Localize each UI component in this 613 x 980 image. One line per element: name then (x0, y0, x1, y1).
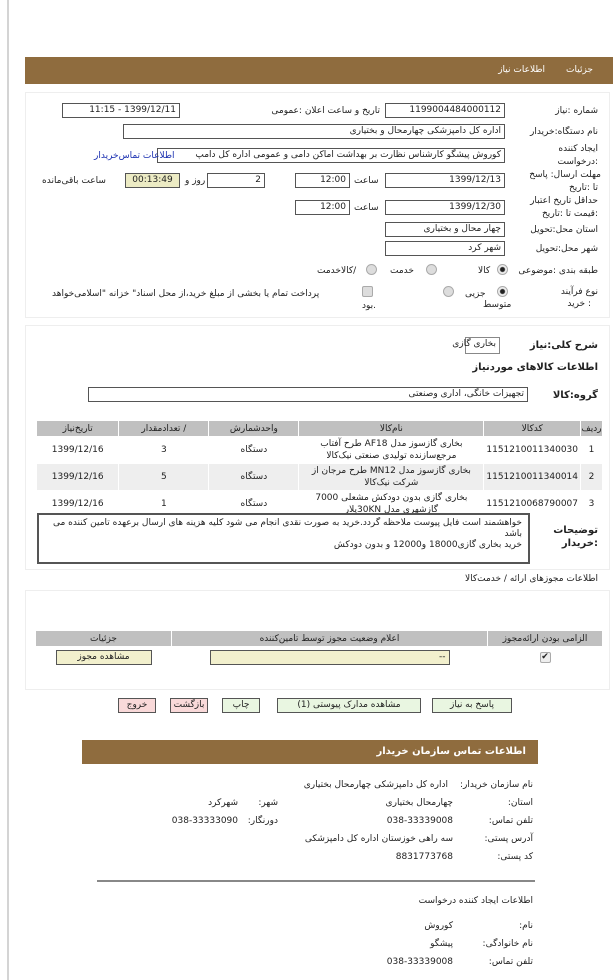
deadline-label-2: تا :تاریخ (568, 183, 598, 193)
creator-family-label: نام خانوادگی: (482, 939, 533, 949)
creator-name-value: کوروش (424, 921, 453, 931)
creator-family-value: پیشگو (430, 939, 453, 949)
creator-phone-label: تلفن تماس: (488, 957, 533, 967)
province-field: چهار محال و بختیاری (385, 222, 505, 237)
cell-date: 1399/12/16 (37, 491, 119, 518)
cell-index: 1 (581, 437, 603, 464)
category-goods-label: کالا (478, 266, 491, 276)
cell-date: 1399/12/16 (37, 464, 119, 491)
cell-code: 1151210011340030 (484, 437, 581, 464)
col-name: نام‌کالا (299, 421, 484, 437)
page-border (7, 0, 9, 980)
col-permit-status: اعلام وضعیت مجوز توسط تامین‌کننده (172, 631, 488, 647)
announce-field: 1399/12/11 - 11:15 (62, 103, 180, 118)
cell-unit: دستگاه (209, 437, 299, 464)
group-field: تجهیزات خانگی، اداری وصنعتی (88, 387, 528, 402)
process-partial-label: جزیی (465, 289, 486, 299)
buyer-org-field: اداره کل دامپزشکی چهارمحال و بختیاری (123, 124, 505, 139)
fax-label: دورنگار: (247, 816, 278, 826)
permit-status-field[interactable]: -- (210, 650, 450, 665)
creator-label: ایجاد کننده (558, 144, 598, 154)
need-number-field: 1199004484000112 (385, 103, 505, 118)
view-permit-button[interactable]: مشاهده مجوز (56, 650, 152, 665)
cell-index: 2 (581, 464, 603, 491)
treasury-text: پرداخت تمام یا بخشی از مبلغ خرید،از محل اسناد" خزانه "اسلامی‌خواهد (52, 289, 320, 299)
table-row (36, 647, 603, 669)
category-goods-radio[interactable] (497, 264, 508, 275)
province-label: استان محل:تحویل (530, 225, 598, 235)
remaining-label: ساعت باقی‌مانده (42, 176, 106, 186)
col-date: تاریخ‌نیاز (37, 421, 119, 437)
validity-date-field: 1399/12/30 (385, 200, 505, 215)
deadline-time-label: ساعت (354, 176, 379, 186)
col-permit-details: جزئیات (36, 631, 172, 647)
announce-label: تاریخ و ساعت اعلان :عمومی (271, 106, 380, 116)
days-label: روز و (185, 176, 206, 186)
items-section-title: اطلاعات کالاهای موردنیاز (472, 362, 598, 373)
col-code: کدکالا (484, 421, 581, 437)
creator-label-2: :درخواست (557, 157, 598, 167)
creator-name-label: نام: (519, 921, 533, 931)
validity-label: حداقل تاریخ اعتبار (530, 196, 598, 206)
phone-value: 038-33339008 (386, 816, 453, 826)
province-label: استان: (507, 798, 533, 808)
cell-qty: 3 (119, 437, 209, 464)
city-value: شهرکرد (208, 798, 238, 808)
notes-label: توضیحات (553, 525, 598, 536)
cell-unit: دستگاه (209, 464, 299, 491)
cell-code: 1151210011340014 (484, 464, 581, 491)
postal-label: کد پستی: (497, 852, 533, 862)
postal-value: 8831773768 (395, 852, 453, 862)
col-permit-required: الزامی بودن ارائه‌مجوز (488, 631, 603, 647)
print-button[interactable]: چاپ (222, 698, 260, 713)
province-value: چهارمحال بختیاری (385, 798, 453, 808)
notes-label-2: :خریدار (561, 538, 598, 549)
process-label-2: : خرید (567, 299, 591, 309)
notes-line-1: خواهشمند است فایل پیوست ملاحظه گردد.خرید به صورت نقدی انجام می شود کلیه هزینه های ارسال برعهده تامین کننده می باشد (52, 518, 522, 539)
col-qty: / تعدادمقدار (119, 421, 209, 437)
category-both-label: /کالاخدمت (317, 266, 357, 276)
org-value: اداره کل دامپزشکی چهارمحال بختیاری (303, 780, 448, 790)
validity-time-field: 12:00 (295, 200, 350, 215)
attachments-button[interactable]: مشاهده مدارک پیوستی (1) (277, 698, 421, 713)
contact-title: اطلاعات تماس سازمان خریدار (376, 746, 526, 757)
address-value: سه راهی خوزستان اداره کل دامپزشکی (304, 834, 453, 844)
treasury-checkbox[interactable] (362, 286, 373, 297)
deadline-date-field: 1399/12/13 (385, 173, 505, 188)
cell-name: بخاری گازی بدون دودکش مشعلی 7000 گازشهری مدل 30KNپلار (299, 491, 484, 518)
cell-qty: 5 (119, 464, 209, 491)
table-row (37, 437, 603, 464)
buyer-org-label: نام دستگاه:خریدار (529, 127, 598, 137)
category-service-label: خدمت (390, 266, 414, 276)
process-label: نوع فرآیند (560, 287, 598, 297)
permits-table (35, 630, 603, 669)
tab-details[interactable]: جزئیات (566, 65, 593, 75)
divider (97, 880, 535, 882)
summary-label: شرح کلی:نیاز (529, 340, 598, 351)
permit-required-checkbox: ✔ (541, 652, 549, 662)
org-label: نام سازمان خریدار: (460, 780, 533, 790)
items-table (36, 420, 603, 518)
deadline-label: مهلت ارسال: پاسخ (529, 170, 601, 180)
cell-name: بخاری گازسوز مدل MN12 طرح مرجان از شرکت نیک‌کالا (299, 464, 484, 491)
group-label: گروه:کالا (552, 390, 598, 401)
city-label: شهر: (258, 798, 278, 808)
city-field: شهر کرد (385, 241, 505, 256)
col-unit: واحدشمارش (209, 421, 299, 437)
process-partial-radio[interactable] (497, 286, 508, 297)
notes-line-2: خرید بخاری گازی18000 و12000 و بدون دودکش (333, 540, 522, 550)
creator-info-title: اطلاعات ایجاد کننده درخواست (418, 896, 533, 906)
creator-phone-value: 038-33339008 (386, 957, 453, 967)
contact-header (82, 740, 538, 764)
category-service-radio[interactable] (426, 264, 437, 275)
exit-button[interactable]: خروج (118, 698, 156, 713)
validity-time-label: ساعت (354, 203, 379, 213)
city-label: شهر محل:تحویل (535, 244, 598, 254)
cell-index: 3 (581, 491, 603, 518)
cell-name: بخاری گازسوز مدل AF18 طرح آفتاب مرجع‌سازنده تولیدی صنعتی نیک‌کالا (299, 437, 484, 464)
phone-label: تلفن تماس: (488, 816, 533, 826)
days-field: 2 (207, 173, 265, 188)
category-label: طبقه بندی :موضوعی (518, 266, 598, 276)
table-row (37, 464, 603, 491)
cell-date: 1399/12/16 (37, 437, 119, 464)
process-medium-radio[interactable] (443, 286, 454, 297)
buyer-contact-link[interactable]: اطلاعات تماس‌خریدار (94, 151, 175, 161)
summary-field: بخاری گازی (465, 337, 500, 354)
creator-field: کوروش پیشگو کارشناس نظارت بر بهداشت اماکن دامی و عمومی اداره کل دامپ (157, 148, 505, 163)
back-button[interactable]: بازگشت (170, 698, 208, 713)
treasury-text-2: .بود (362, 301, 377, 311)
cell-unit: دستگاه (209, 491, 299, 518)
deadline-time-field: 12:00 (295, 173, 350, 188)
header-bar (25, 57, 613, 84)
category-both-radio[interactable] (366, 264, 377, 275)
col-index: ردیف (581, 421, 603, 437)
address-label: آدرس پستی: (484, 834, 533, 844)
remaining-timer: 00:13:49 (125, 173, 180, 188)
reply-button[interactable]: پاسخ به نیاز (432, 698, 512, 713)
process-medium-label: متوسط (483, 300, 512, 310)
fax-value: 038-33333090 (171, 816, 238, 826)
permits-title: اطلاعات مجوزهای ارائه / خدمت‌کالا (464, 574, 598, 584)
cell-qty: 1 (119, 491, 209, 518)
tab-need-info[interactable]: اطلاعات نیاز (498, 65, 545, 75)
cell-code: 1151210068790007 (484, 491, 581, 518)
validity-label-2: :قیمت تا :تاریخ (542, 209, 598, 219)
buyer-notes (37, 513, 530, 564)
need-number-label: شماره :نیاز (555, 106, 598, 116)
